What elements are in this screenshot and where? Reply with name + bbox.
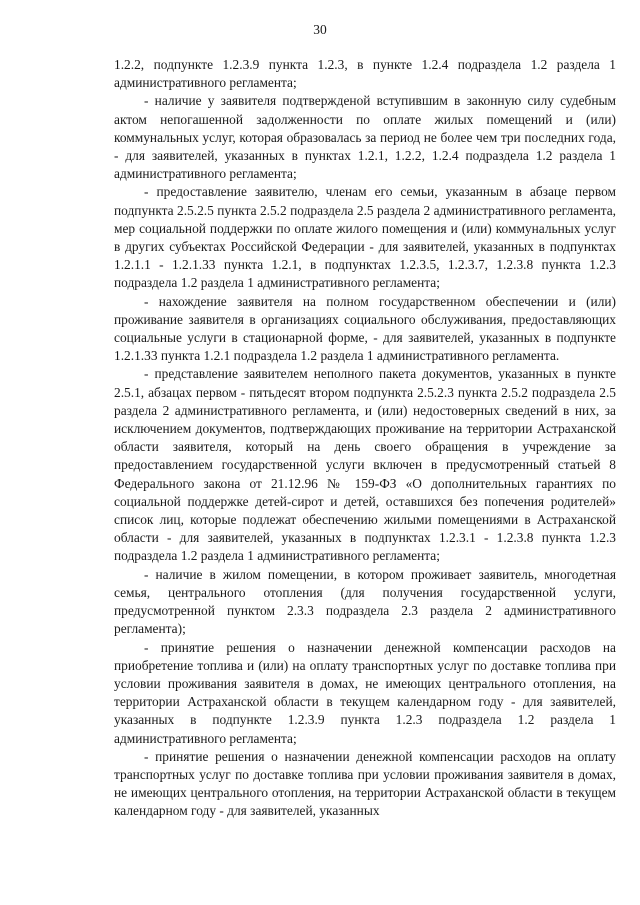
page-number: 30 [313, 22, 327, 37]
body-text [114, 56, 616, 821]
paragraph-debt-condition: - наличие у заявителя подтвержденой вступившим в законную силу судебным актом непогашенной задолженности по оплате жилых помещений и (или) коммунальных услуг, которая образовалась за период не более чем три последних года, - для заявителей, указанных в пунктах 1.2.1, 1.2.2, 1.2.4 подраздела 1.2 раздела 1 административного регламента; [114, 93, 616, 182]
paragraph-state-support: - нахождение заявителя на полном государственном обеспечении и (или) проживание заявителя в организациях социального обслуживания, предоставляющих социальные услуги в стационарной форме, - для заявителей, указанных в подпункте 1.2.1.33 пункта 1.2.1 подраздела 1.2 раздела 1 административного регламента. [114, 293, 616, 364]
paragraph-fuel-delivery-compensation: - принятие решения о назначении денежной компенсации расходов на оплату транспортных услуг по доставке топлива при условии проживания заявителя в домах, не имеющих центрального отопления, на территории Астраханской области в текущем календарном году - для заявителей, указанных [114, 748, 616, 819]
paragraph-fuel-compensation: - принятие решения о назначении денежной компенсации расходов на приобретение топлива и (или) на оплату транспортных услуг по доставке топлива при условии проживания заявителя в домах, не имеющих центрального отопления, на территории Астраханской области в текущем календарном году - для заявителей, указанных в подпункте 1.2.3.9 пункта 1.2.3 подраздела 1.2 раздела 1 административного регламента; [114, 639, 616, 746]
paragraph-central-heating: - наличие в жилом помещении, в котором проживает заявитель, многодетная семья, центрального отопления (для получения государственной услуги, предусмотренной пунктом 2.3.3 подраздела 2.3 раздела 2 административного регламента); [114, 566, 616, 637]
paragraph-incomplete-documents: - представление заявителем неполного пакета документов, указанных в пункте 2.5.1, абзацах первом - пятьдесят втором подпункта 2.5.2.3 пункта 2.5.2 подраздела 2.5 раздела 2 административного регламента, и (или) недостоверных сведений в них, за исключением документов, подтверждающих проживание на территории Астраханской области заявителя, который на день своего обращения в учреждение за предоставлением государственной услуги включен в предусмотренный статьей 8 Федерального закона от 21.12.96 № 159-ФЗ «О дополнительных гарантиях по социальной поддержке детей-сирот и детей, оставшихся без попечения родителей» список лиц, которые подлежат обеспечению жилыми помещениями в Астраханской области - для заявителей, указанных в подпунктах 1.2.3.1 - 1.2.3.8 пункта 1.2.3 подраздела 1.2 раздела 1 административного регламента; [114, 366, 616, 564]
paragraph-continuation: 1.2.2, подпункте 1.2.3.9 пункта 1.2.3, в пункте 1.2.4 подраздела 1.2 раздела 1 административного регламента; [114, 57, 616, 91]
paragraph-other-region-support: - предоставление заявителю, членам его семьи, указанным в абзаце первом подпункта 2.5.2.5 пункта 2.5.2 подраздела 2.5 раздела 2 административного регламента, мер социальной поддержки по оплате жилого помещения и (или) коммунальных услуг в других субъектах Российской Федерации - для заявителей, указанных в подпунктах 1.2.1.1 - 1.2.1.33 пункта 1.2.1, в подпунктах 1.2.3.5, 1.2.3.7, 1.2.3.8 пункта 1.2.3 подраздела 1.2 раздела 1 административного регламента; [114, 184, 616, 291]
